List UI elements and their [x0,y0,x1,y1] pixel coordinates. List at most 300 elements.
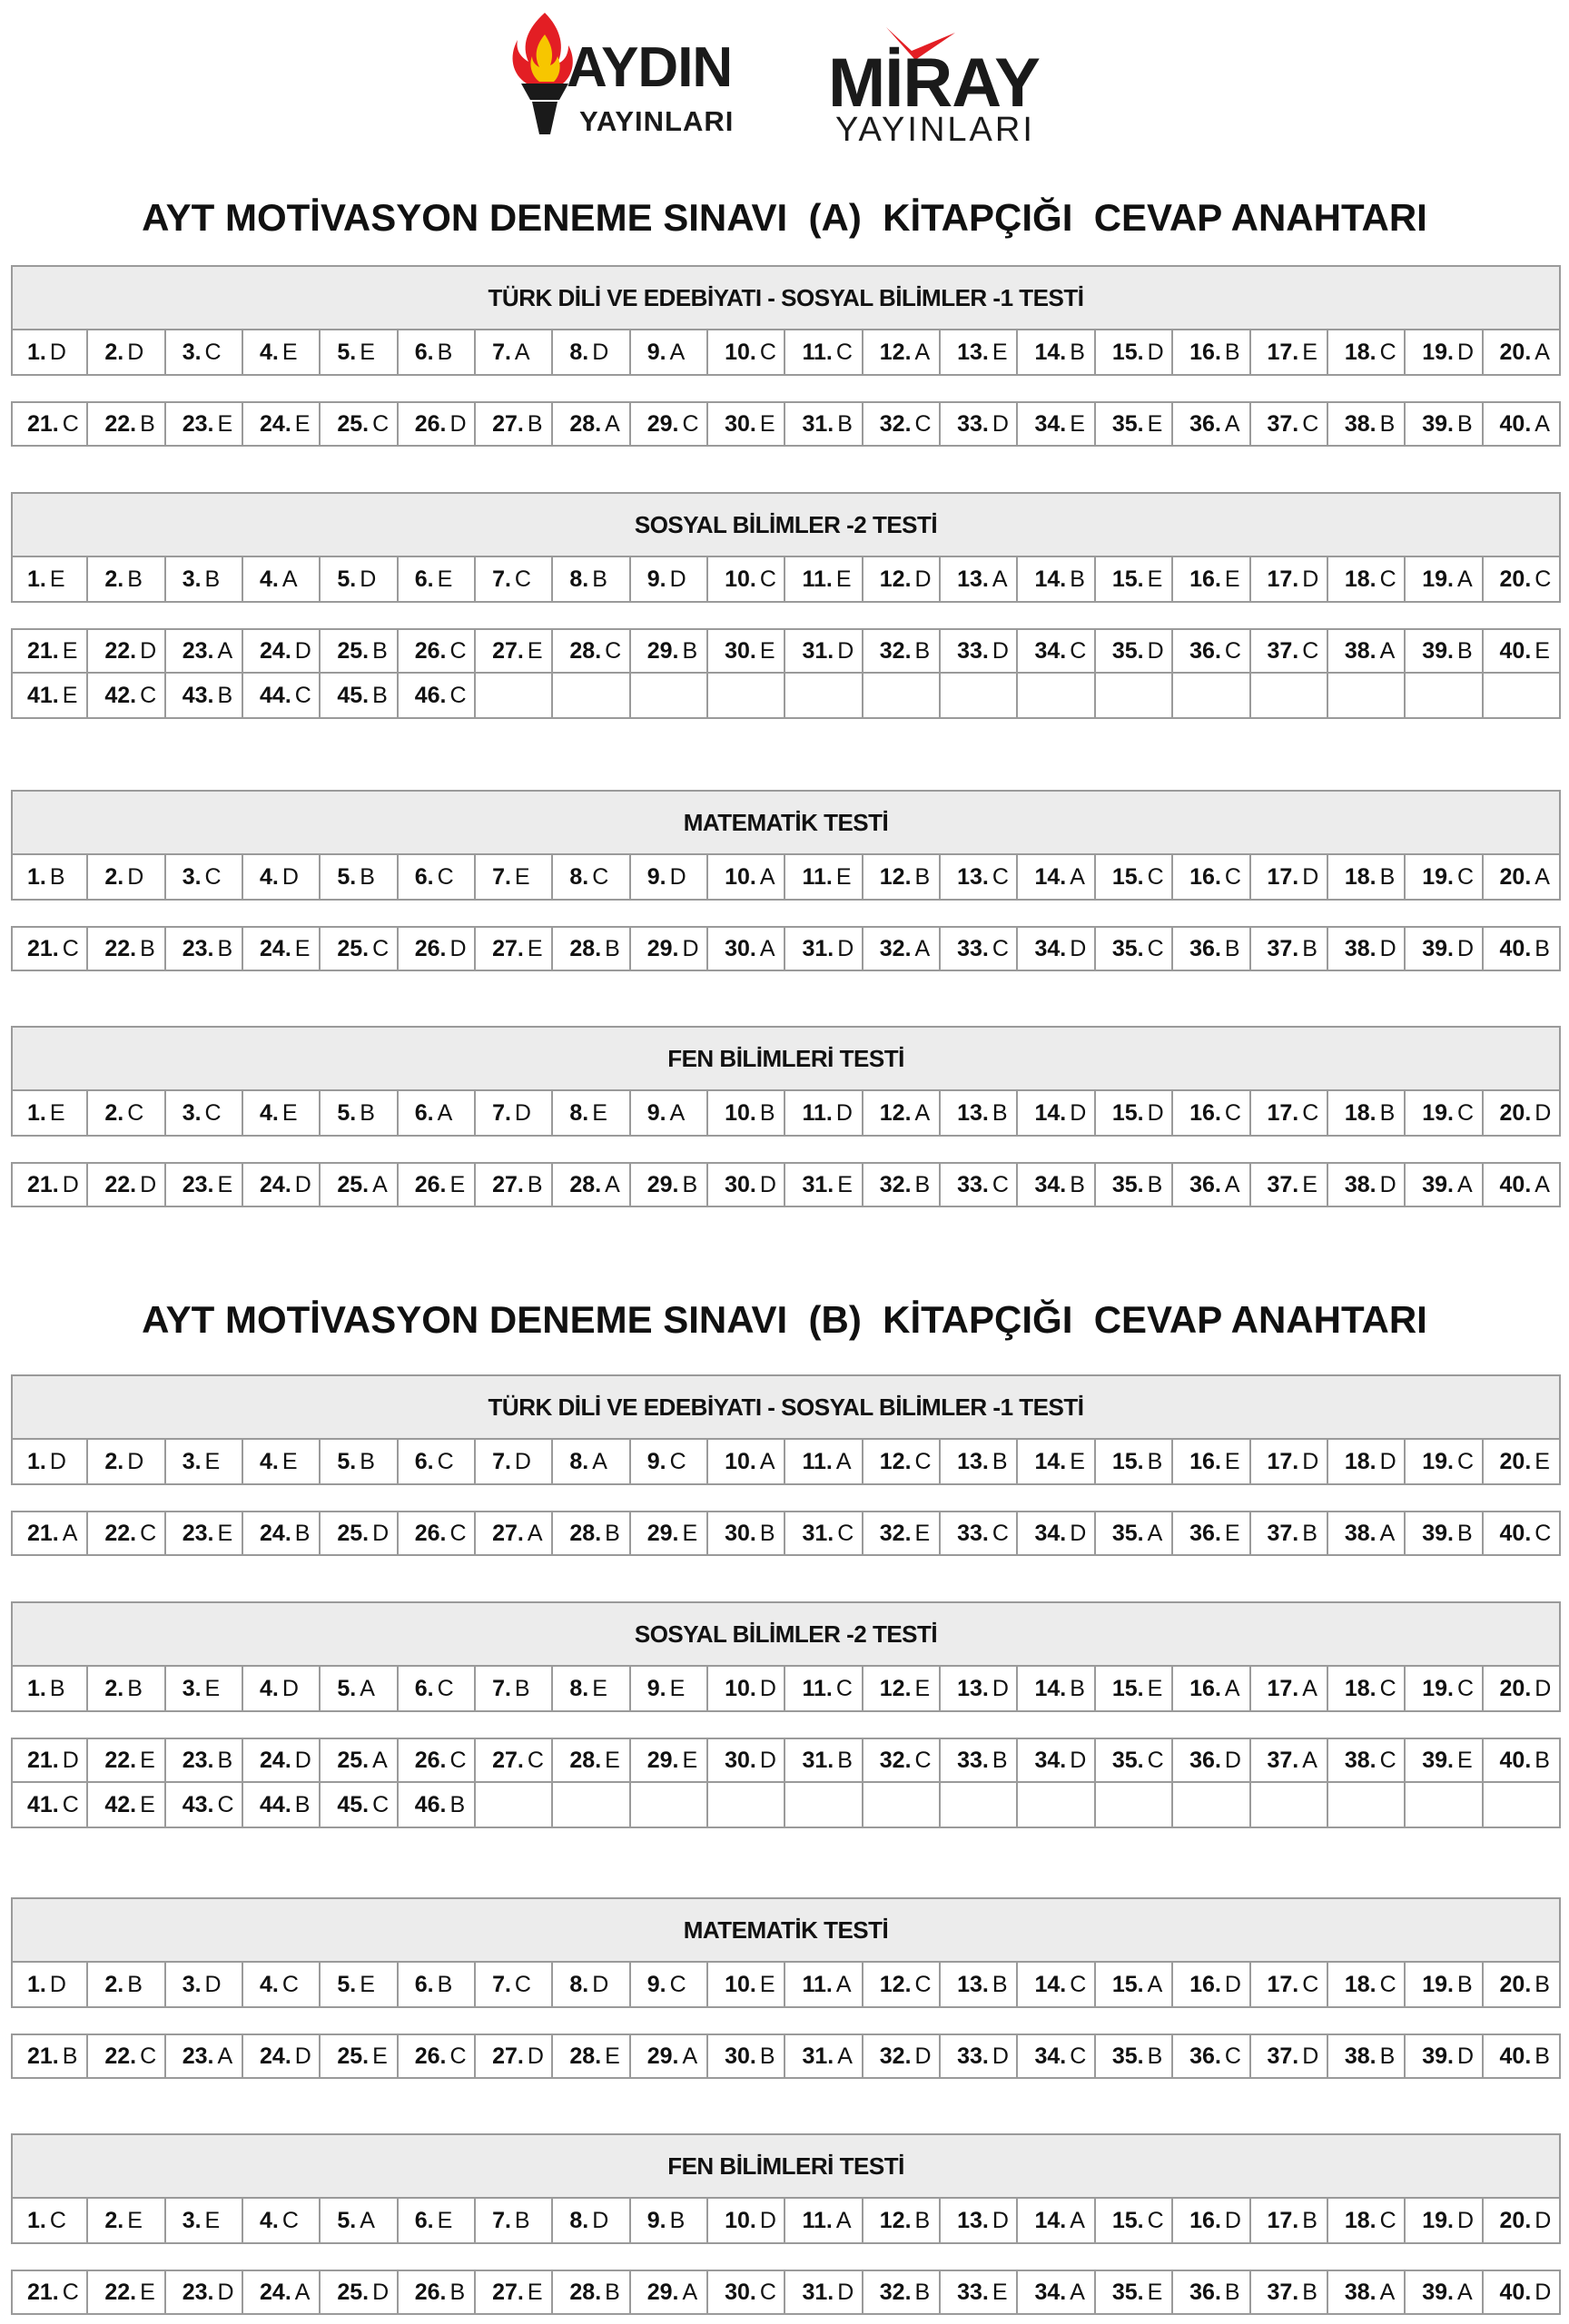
question-number: 26. [414,2043,447,2069]
answer-cell [164,630,242,672]
answer-cell [1094,1512,1171,1554]
answer-letter: B [992,1099,1008,1126]
question-number: 23. [182,410,214,437]
question-number: 37. [1267,935,1299,961]
answer-section [11,1374,1561,1556]
answer-cell [1171,1440,1248,1483]
question-number: 23. [182,2279,214,2305]
question-number: 5. [337,1448,357,1474]
answer-letter: A [1070,863,1085,890]
question-number: 29. [646,410,679,437]
answer-letter: D [837,935,854,961]
answer-letter: D [992,410,1009,437]
answer-cell [242,1164,319,1206]
answer-cell [551,557,628,601]
answer-cell [164,1963,242,2006]
answer-letter: B [1224,935,1240,961]
question-number: 5. [337,1971,357,1997]
question-number: 23. [182,2043,214,2069]
answer-letter: D [372,1520,390,1546]
answer-cell [784,674,861,717]
question-number: 38. [1344,935,1377,961]
answer-cell [939,1440,1016,1483]
answer-cell [164,2035,242,2077]
answer-cell [939,1739,1016,1781]
question-number: 13. [957,566,989,592]
question-number: 28. [569,2279,602,2305]
answer-cell [1094,1164,1171,1206]
answer-cell [1171,674,1248,717]
answer-letter: D [992,2207,1009,2233]
question-number: 7. [492,1675,511,1701]
question-number: 8. [569,2207,589,2233]
answer-letter: E [1147,566,1163,592]
question-number: 4. [260,566,279,592]
answer-cell [706,1783,784,1827]
question-number: 14. [1034,2207,1067,2233]
question-number: 23. [182,637,214,664]
answer-cell [13,855,86,899]
answer-cell [86,674,163,717]
answer-cell [86,928,163,970]
question-number: 6. [414,339,434,365]
answer-cell [551,928,628,970]
answer-cell [551,1440,628,1483]
answer-letter: B [914,2279,931,2305]
answer-letter: E [682,1520,698,1546]
question-number: 35. [1111,1520,1144,1546]
answer-letter: E [204,2207,221,2233]
question-number: 46. [414,682,447,708]
answer-letter: A [914,1099,931,1126]
answer-letter: B [837,1747,853,1773]
answer-cell [551,1164,628,1206]
question-number: 31. [802,2043,834,2069]
answer-cell [1016,674,1093,717]
question-number: 22. [104,637,137,664]
answer-letter: B [1534,1971,1550,1997]
question-number: 19. [1422,1971,1454,1997]
question-number: 25. [337,935,370,961]
answer-cell [862,928,939,970]
answer-letter: B [514,2207,530,2233]
answer-letter: E [294,935,311,961]
answer-cell [629,855,706,899]
question-number: 24. [260,2279,291,2305]
question-number: 5. [337,2207,357,2233]
answer-letter: E [759,1971,775,1997]
question-number: 1. [27,1448,46,1474]
answer-cell [1482,1512,1559,1554]
question-number: 13. [957,1971,989,1997]
question-number: 35. [1111,1747,1144,1773]
answer-cell [862,1440,939,1483]
answer-cell [474,1164,551,1206]
answer-letter: A [437,1099,453,1126]
answer-letter: A [682,2279,698,2305]
answer-cell [551,2199,628,2242]
answer-letter: A [514,339,530,365]
answer-letter: D [759,1747,776,1773]
answer-cell [164,1783,242,1827]
answer-letter: B [1534,935,1550,961]
answer-cell [1482,855,1559,899]
answer-letter: A [669,339,686,365]
question-number: 30. [725,1520,756,1546]
answer-letter: B [294,1791,311,1817]
answer-letter: C [140,1520,157,1546]
answer-letter: C [1224,637,1241,664]
question-number: 7. [492,2207,511,2233]
answer-letter: D [1456,935,1475,961]
question-number: 18. [1344,1448,1377,1474]
question-number: 10. [725,2207,756,2233]
answer-letter: A [1534,1171,1550,1197]
question-number: 36. [1189,2279,1221,2305]
answer-cell [319,557,396,601]
answer-cell [242,2271,319,2313]
answer-cell [551,1739,628,1781]
answer-letter: D [49,1971,66,1997]
answer-cell [706,1164,784,1206]
question-number: 24. [260,1520,291,1546]
question-number: 30. [725,2043,756,2069]
answer-cell [551,674,628,717]
question-number: 27. [492,637,524,664]
answer-letter: C [1379,566,1396,592]
answer-cell [939,2271,1016,2313]
question-number: 23. [182,1747,214,1773]
answer-cell [319,1512,396,1554]
answer-letter: C [1147,935,1164,961]
answer-cell [397,1512,474,1554]
answer-cell [629,330,706,374]
answer-row [11,926,1561,971]
answer-cell [862,403,939,445]
answer-cell [1016,2199,1093,2242]
answer-cell [862,2271,939,2313]
answer-letter: C [449,637,467,664]
question-number: 34. [1034,637,1067,664]
question-number: 15. [1111,1675,1144,1701]
answer-cell [397,2199,474,2242]
question-number: 32. [879,637,912,664]
question-number: 18. [1344,1971,1377,1997]
answer-cell [1482,674,1559,717]
question-number: 18. [1344,566,1377,592]
answer-letter: C [372,410,390,437]
answer-cell [242,403,319,445]
question-number: 12. [879,1971,912,1997]
answer-cell [1171,2035,1248,2077]
question-number: 20. [1499,1675,1532,1701]
answer-cell [706,1667,784,1710]
answer-cell [1482,1091,1559,1135]
answer-cell [164,1440,242,1483]
answer-row [11,1162,1561,1207]
question-number: 22. [104,2279,137,2305]
question-number: 41. [27,682,59,708]
answer-letter: E [605,1747,620,1773]
question-number: 37. [1267,1171,1299,1197]
answer-cell [86,1739,163,1781]
answer-letter: C [1379,2207,1396,2233]
question-number: 32. [879,935,912,961]
answer-letter: C [140,2043,157,2069]
answer-letter: A [759,863,775,890]
question-number: 22. [104,1171,137,1197]
question-number: 26. [414,410,447,437]
answer-letter: C [1224,2043,1241,2069]
question-number: 27. [492,410,524,437]
answer-cell [1404,2035,1481,2077]
answer-letter: E [1456,1747,1473,1773]
answer-cell [939,855,1016,899]
question-number: 28. [569,2043,602,2069]
answer-cell [86,1667,163,1710]
question-number: 31. [802,935,834,961]
answer-letter: D [682,935,699,961]
question-number: 14. [1034,1971,1067,1997]
answer-cell [1171,1783,1248,1827]
answer-letter: C [759,566,776,592]
answer-letter: A [372,1747,388,1773]
question-number: 38. [1344,410,1377,437]
answer-cell [1171,403,1248,445]
answer-letter: A [281,566,298,592]
question-number: 17. [1267,1448,1299,1474]
answer-cell [1094,1963,1171,2006]
answer-letter: E [1147,410,1163,437]
answer-cell [1171,330,1248,374]
question-number: 25. [337,1747,370,1773]
answer-cell [397,1739,474,1781]
answer-letter: A [1224,410,1240,437]
answer-letter: C [281,2207,299,2233]
question-number: 39. [1422,1171,1454,1197]
question-number: 14. [1034,339,1067,365]
answer-letter: C [1379,1675,1396,1701]
question-number: 30. [725,935,756,961]
question-number: 19. [1422,1448,1454,1474]
booklet-b-title: AYT MOTİVASYON DENEME SINAVI (B) KİTAPÇIĞI CEVAP ANAHTARI [142,1298,1427,1341]
answer-cell [1249,855,1327,899]
answer-cell [1016,2035,1093,2077]
question-number: 16. [1189,1971,1221,1997]
answer-cell [784,1512,861,1554]
answer-letter: B [127,566,143,592]
answer-cell [862,557,939,601]
answer-cell [397,928,474,970]
answer-row [11,628,1561,674]
answer-cell [1016,855,1093,899]
answer-cell [862,855,939,899]
answer-cell [1404,403,1481,445]
answer-cell [1404,1091,1481,1135]
question-number: 10. [725,566,756,592]
answer-letter: D [992,2043,1009,2069]
answer-letter: B [127,1971,143,1997]
answer-letter: B [1302,2207,1317,2233]
answer-cell [1404,330,1481,374]
answer-letter: A [1534,339,1550,365]
answer-cell [164,403,242,445]
answer-cell [319,630,396,672]
answer-letter: B [1456,1971,1473,1997]
answer-cell [13,2199,86,2242]
question-number: 14. [1034,1675,1067,1701]
question-number: 44. [260,1791,291,1817]
answer-cell [784,630,861,672]
question-number: 29. [646,935,679,961]
answer-letter: D [759,2207,776,2233]
miray-yayinlari-logo [828,22,1073,149]
question-number: 28. [569,1747,602,1773]
answer-letter: C [1302,1971,1319,1997]
question-number: 6. [414,1971,434,1997]
question-number: 33. [957,637,989,664]
answer-cell [1327,2271,1404,2313]
answer-letter: C [449,1747,467,1773]
answer-letter: A [759,935,775,961]
row-spacer [11,2008,1561,2034]
answer-cell [1404,1440,1481,1483]
question-number: 9. [646,1971,666,1997]
answer-letter: A [835,1971,852,1997]
question-number: 38. [1344,1171,1377,1197]
question-number: 19. [1422,1099,1454,1126]
question-number: 7. [492,863,511,890]
section-title: TÜRK DİLİ VE EDEBİYATI - SOSYAL BİLİMLER -1 TESTİ [11,265,1561,330]
answer-cell [319,1667,396,1710]
question-number: 12. [879,1448,912,1474]
answer-letter: D [294,637,311,664]
answer-cell [13,557,86,601]
answer-cell [1249,2035,1327,2077]
answer-cell [1016,1164,1093,1206]
answer-cell [784,928,861,970]
answer-letter: E [914,1520,931,1546]
question-number: 46. [414,1791,447,1817]
answer-cell [242,557,319,601]
answer-letter: C [62,1791,79,1817]
question-number: 13. [957,339,989,365]
answer-cell [629,630,706,672]
question-number: 12. [879,2207,912,2233]
question-number: 36. [1189,1747,1221,1773]
answer-letter: E [1302,339,1317,365]
question-number: 13. [957,1448,989,1474]
question-number: 11. [802,1099,833,1126]
answer-cell [706,1739,784,1781]
question-number: 27. [492,1171,524,1197]
answer-letter: A [1534,410,1550,437]
question-number: 39. [1422,1520,1454,1546]
answer-letter: C [1302,637,1319,664]
answer-letter: A [372,1171,388,1197]
question-number: 6. [414,1099,434,1126]
answer-letter: B [1379,863,1396,890]
answer-cell [1016,630,1093,672]
answer-cell [862,2199,939,2242]
answer-letter: B [360,1099,375,1126]
answer-cell [1404,1512,1481,1554]
answer-cell [939,1667,1016,1710]
question-number: 16. [1189,1099,1221,1126]
answer-letter: D [1534,1675,1552,1701]
answer-cell [319,2035,396,2077]
answer-cell [784,1963,861,2006]
answer-letter: A [759,1448,775,1474]
answer-letter: C [914,1448,932,1474]
answer-cell [1016,1512,1093,1554]
question-number: 45. [337,682,370,708]
question-number: 15. [1111,863,1144,890]
answer-letter: E [1534,1448,1550,1474]
question-number: 18. [1344,2207,1377,2233]
answer-cell [474,1091,551,1135]
question-number: 9. [646,863,666,890]
answer-cell [474,855,551,899]
answer-letter: A [605,1171,620,1197]
question-number: 25. [337,2279,370,2305]
answer-cell [242,674,319,717]
question-number: 19. [1422,1675,1454,1701]
answer-cell [1404,2271,1481,2313]
answer-letter: C [669,1448,686,1474]
answer-cell [784,1739,861,1781]
answer-letter: B [605,1520,620,1546]
question-number: 3. [182,1099,202,1126]
answer-cell [1016,1783,1093,1827]
answer-letter: C [449,682,467,708]
answer-letter: A [835,1448,852,1474]
answer-cell [629,2199,706,2242]
answer-cell [551,403,628,445]
question-number: 20. [1499,1971,1532,1997]
answer-cell [86,2035,163,2077]
question-number: 24. [260,637,291,664]
answer-cell [1404,1667,1481,1710]
answer-letter: C [682,410,699,437]
answer-letter: C [669,1971,686,1997]
answer-letter: D [1379,1171,1396,1197]
answer-letter: D [62,1747,79,1773]
answer-letter: A [1147,1971,1163,1997]
answer-cell [242,1739,319,1781]
question-number: 35. [1111,1171,1144,1197]
answer-cell [397,557,474,601]
answer-cell [784,330,861,374]
answer-cell [1327,2035,1404,2077]
answer-cell [1327,855,1404,899]
answer-cell [1249,630,1327,672]
answer-cell [319,855,396,899]
answer-letter: C [1534,1520,1552,1546]
answer-cell [1482,928,1559,970]
answer-letter: C [914,410,932,437]
answer-letter: C [437,1675,454,1701]
answer-section [11,790,1561,971]
question-number: 4. [260,1448,279,1474]
answer-letter: E [49,1099,65,1126]
answer-cell [862,1091,939,1135]
answer-cell [1482,1739,1559,1781]
answer-letter: B [360,1448,375,1474]
answer-cell [1171,1739,1248,1781]
question-number: 10. [725,339,756,365]
question-number: 40. [1499,1747,1532,1773]
